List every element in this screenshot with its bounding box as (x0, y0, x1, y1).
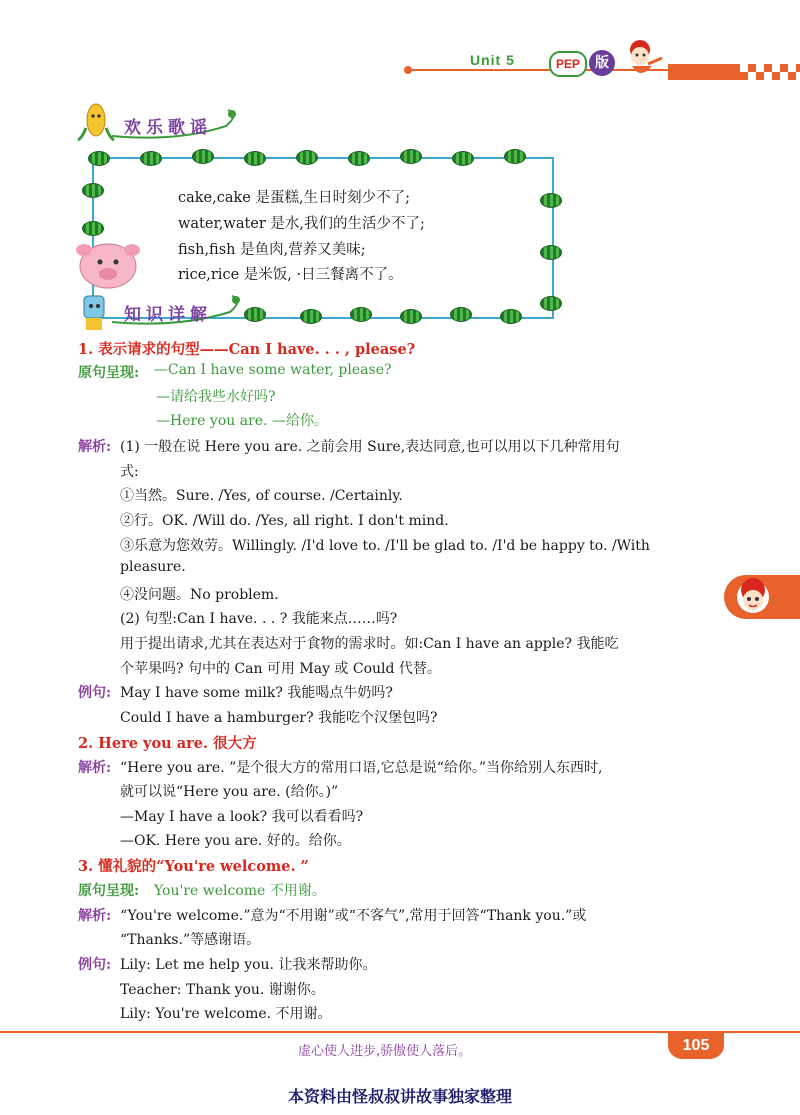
analysis-line: ②行。OK. /Will do. /Yes, all right. I don't mind. (120, 513, 449, 529)
heading-3: 3. 懂礼貌的“You're welcome. ” (78, 858, 309, 875)
watermelon-icon (296, 150, 318, 165)
edition-char-badge: 版 (589, 50, 615, 76)
analysis-line: ③乐意为您效劳。Willingly. /I'd love to. /I'll be glad to. /I'd be happy to. /With (120, 538, 650, 554)
analysis-line: —May I have a look? 我可以看看吗? (120, 809, 364, 825)
credit-line: 本资料由怪叔叔讲故事独家整理 (287, 1087, 512, 1106)
watermelon-icon (244, 151, 266, 166)
example-line: You're welcome 不用谢。 (154, 883, 326, 899)
song-line: fish,fish 是鱼肉,营养又美味; (178, 242, 366, 258)
example-label: 例句: (78, 685, 112, 701)
section-title-knowledge: 知识详解 (124, 305, 212, 325)
girl-mascot-icon (618, 36, 668, 84)
example-label: 例句: (78, 957, 112, 973)
watermelon-icon (450, 307, 472, 322)
watermelon-icon (540, 193, 562, 208)
analysis-line: “You're welcome.”意为“不用谢”或“不客气”,常用于回答“Thank you.”或 (120, 908, 587, 924)
analysis-line: —OK. Here you are. 好的。给你。 (120, 833, 351, 849)
analysis-label: 解析: (78, 760, 112, 776)
analysis-line: (2) 句型:Can I have. . . ? 我能来点……吗? (120, 611, 398, 627)
song-line: rice,rice 是米饭, ·日三餐离不了。 (178, 267, 403, 283)
example-line: —请给我些水好吗? (156, 389, 276, 405)
original-sentence-label: 原句呈现: (78, 883, 140, 899)
watermelon-icon (88, 151, 110, 166)
header-checker-stripe (668, 64, 800, 80)
watermelon-icon (192, 149, 214, 164)
example-line: —Can I have some water, please? (154, 362, 392, 378)
watermelon-icon (300, 309, 322, 324)
analysis-line: “Thanks.”等感谢语。 (120, 932, 261, 948)
analysis-line: “Here you are. ”是个很大方的常用口语,它总是说“给你。”当你给别人东西时, (120, 760, 603, 776)
footer-motto: 虚心使人进步,骄傲使人落后。 (298, 1044, 472, 1059)
girl-face-icon (734, 578, 772, 616)
section-title-song: 欢乐歌谣 (124, 118, 212, 138)
analysis-line: 个苹果吗? 句中的 Can 可用 May 或 Could 代替。 (120, 661, 441, 677)
watermelon-icon (540, 245, 562, 260)
analysis-line: (1) 一般在说 Here you are. 之前会用 Sure,表达同意,也可以用以下几种常用句 (120, 439, 620, 455)
example-sentence: Lily: Let me help you. 让我来帮助你。 (120, 957, 377, 973)
analysis-line: 式: (120, 464, 139, 480)
watermelon-icon (348, 151, 370, 166)
heading-2: 2. Here you are. 很大方 (78, 735, 257, 752)
watermelon-icon (452, 151, 474, 166)
watermelon-icon (82, 221, 104, 236)
example-sentence: Teacher: Thank you. 谢谢你。 (120, 982, 325, 998)
example-sentence: Could I have a hamburger? 我能吃个汉堡包吗? (120, 710, 438, 726)
edition-badge: PEP (549, 51, 587, 77)
analysis-line: ④没问题。No problem. (120, 587, 279, 603)
watermelon-icon (400, 149, 422, 164)
watermelon-icon (400, 309, 422, 324)
analysis-label: 解析: (78, 439, 112, 455)
analysis-line: ①当然。Sure. /Yes, of course. /Certainly. (120, 488, 403, 504)
song-line: water,water 是水,我们的生活少不了; (178, 216, 425, 232)
analysis-line: 就可以说“Here you are. (给你。)” (120, 784, 339, 800)
example-sentence: May I have some milk? 我能喝点牛奶吗? (120, 685, 393, 701)
example-line: —Here you are. —给你。 (156, 413, 328, 429)
pink-pig-mascot-icon (74, 236, 144, 292)
unit-label: Unit 5 (470, 52, 515, 68)
watermelon-icon (82, 183, 104, 198)
example-sentence: Lily: You're welcome. 不用谢。 (120, 1006, 332, 1022)
watermelon-icon (140, 151, 162, 166)
analysis-label: 解析: (78, 908, 112, 924)
original-sentence-label: 原句呈现: (78, 365, 140, 381)
song-line: cake,cake 是蛋糕,生日时刻少不了; (178, 190, 410, 206)
analysis-line: pleasure. (120, 559, 186, 575)
watermelon-icon (500, 309, 522, 324)
watermelon-icon (350, 307, 372, 322)
watermelon-icon (540, 296, 562, 311)
watermelon-icon (504, 149, 526, 164)
heading-1: 1. 表示请求的句型——Can I have. . . , please? (78, 341, 416, 358)
page-number: 105 (668, 1033, 724, 1059)
analysis-line: 用于提出请求,尤其在表达对于食物的需求时。如:Can I have an apple? 我能吃 (120, 636, 619, 652)
